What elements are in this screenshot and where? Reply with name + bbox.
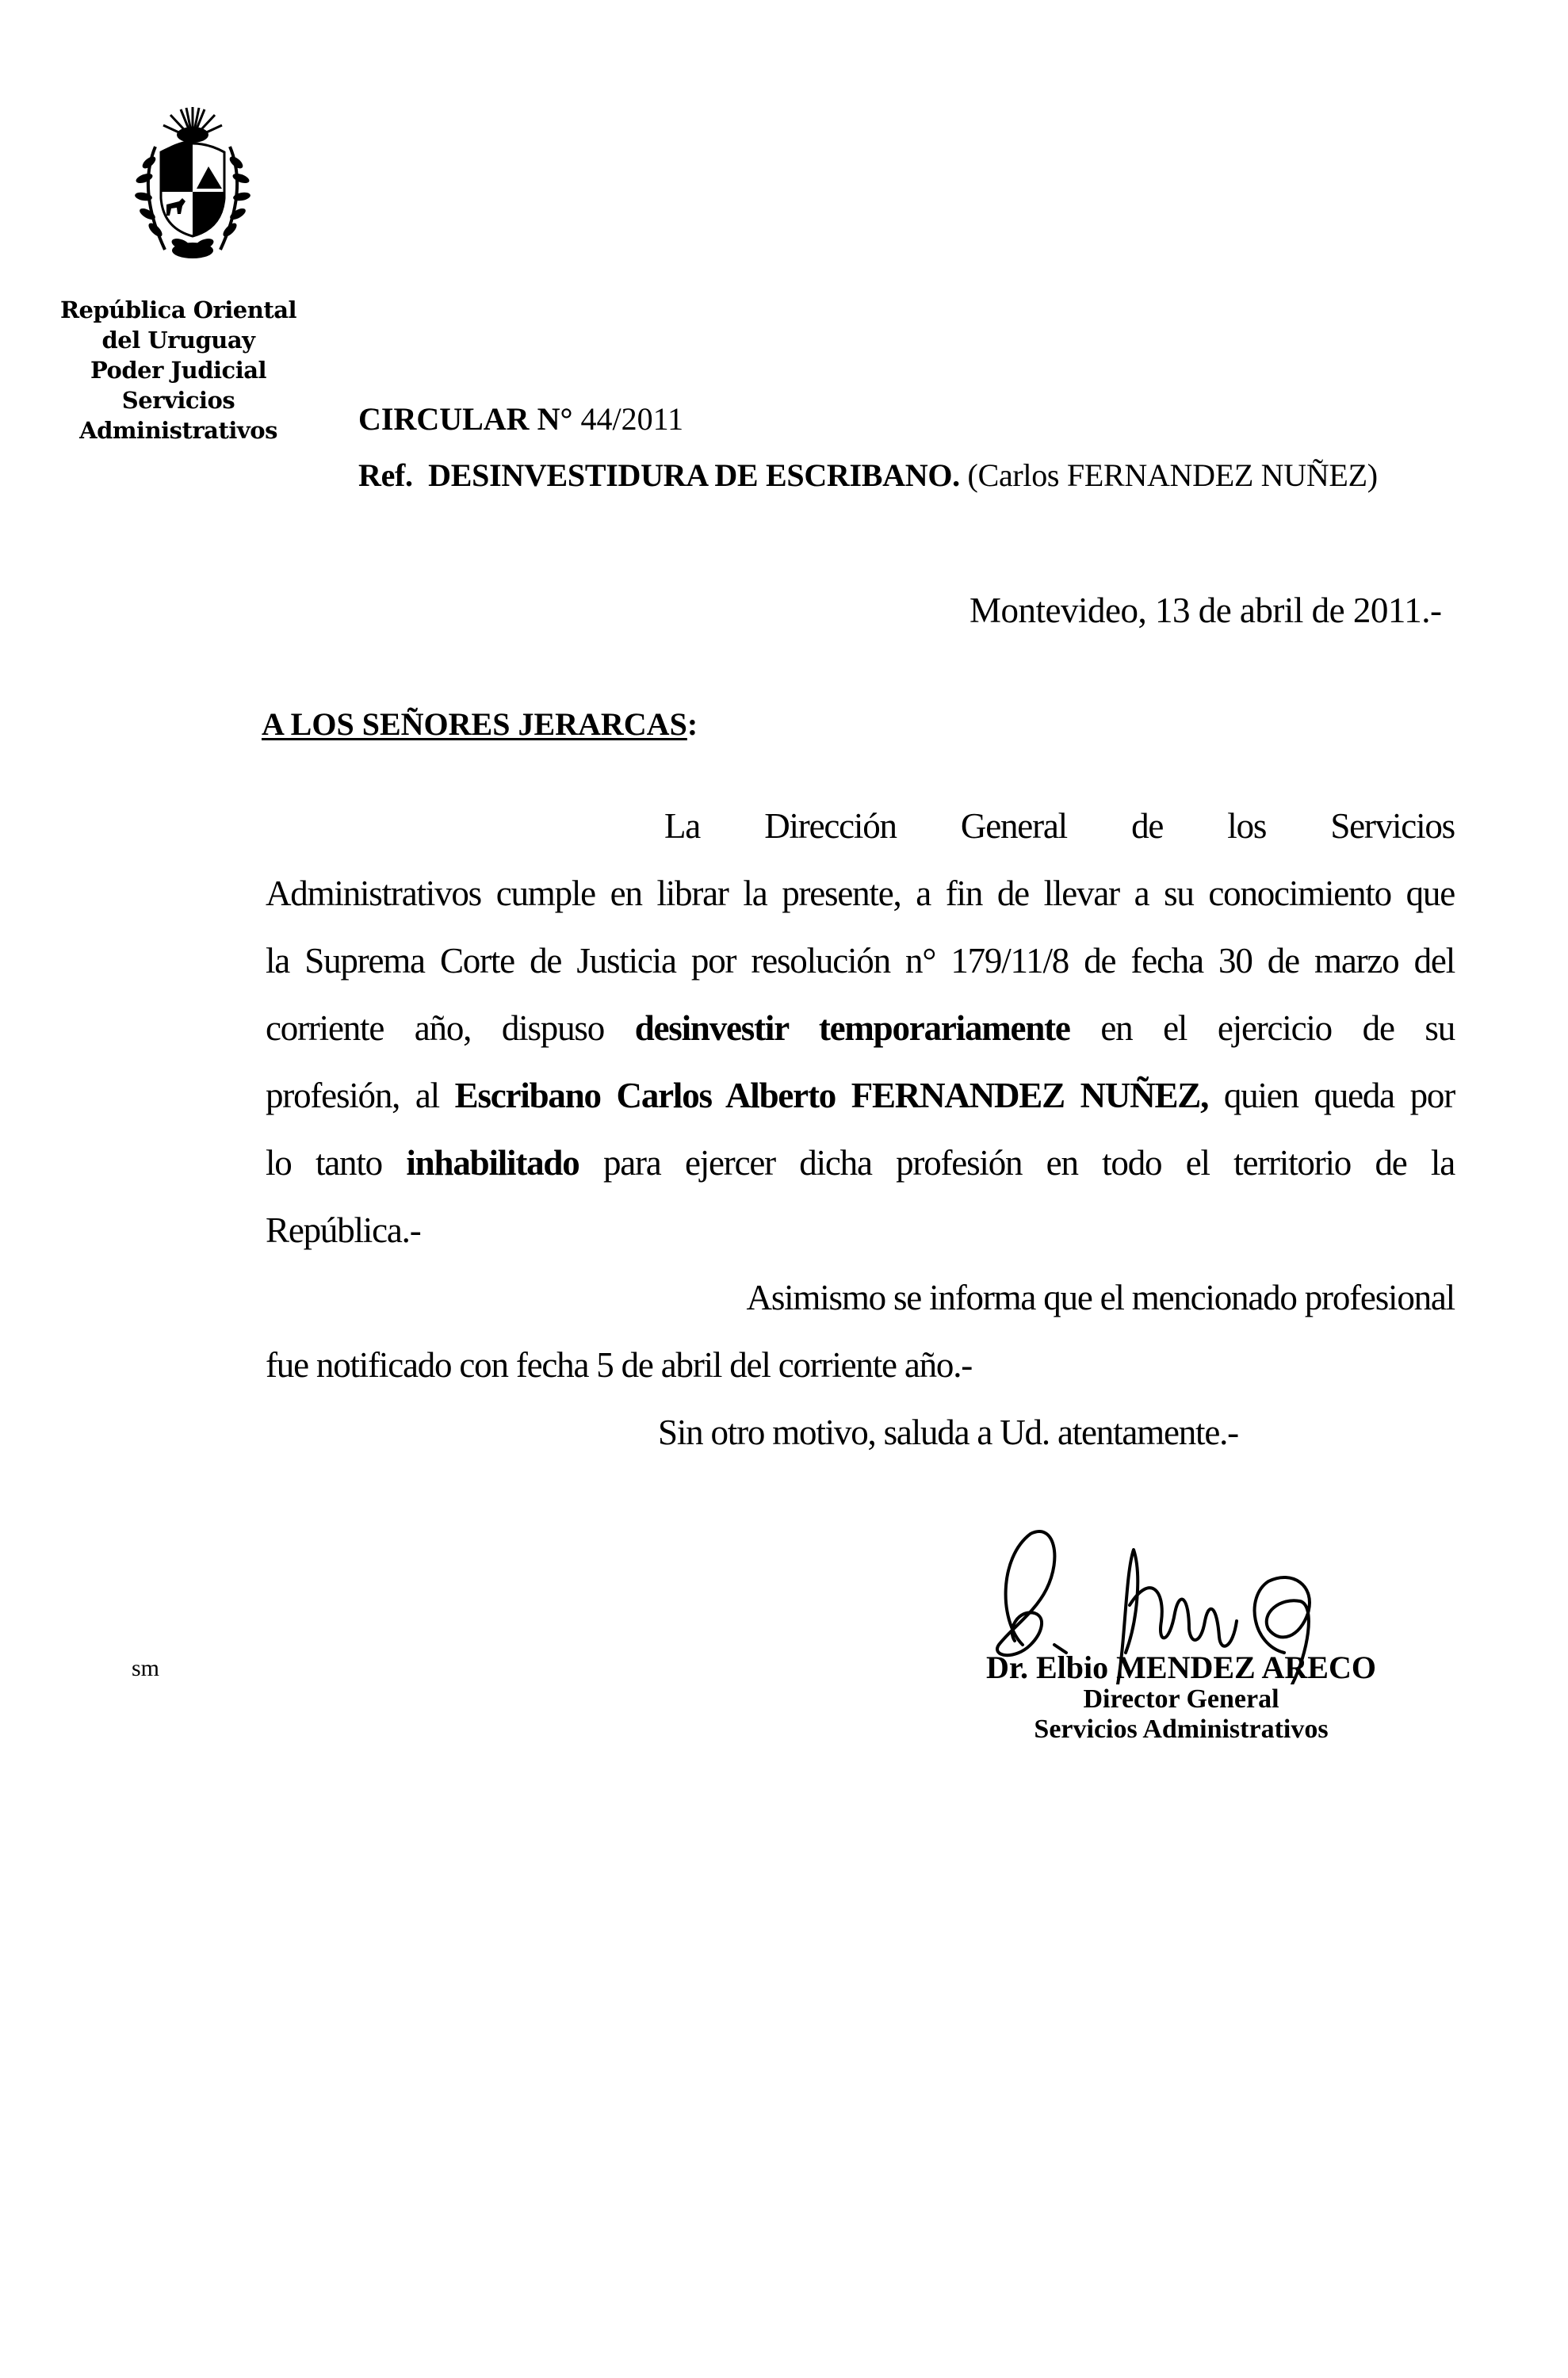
org-line-1: República Oriental	[59, 296, 297, 323]
emphasis-escribano-name: Escribano Carlos Alberto FERNANDEZ NUÑEZ,	[454, 1076, 1209, 1115]
greeting	[262, 705, 698, 743]
body-line-6-a: lo tanto	[266, 1143, 382, 1183]
body-line-5	[266, 1073, 1455, 1118]
coat-of-arms-icon	[133, 103, 252, 266]
emphasis-desinvestir: desinvestir temporariamente	[634, 1008, 1070, 1048]
ref-label: Ref.	[358, 457, 413, 493]
signer-office: Servicios Administrativos	[1034, 1715, 1329, 1744]
org-line-2: del Uruguay	[101, 327, 255, 354]
date-line: Montevideo, 13 de abril de 2011.-	[969, 591, 1442, 630]
body-line-5-a: profesión, al	[266, 1076, 439, 1115]
body-line-2: Administrativos cumple en librar la presente, a fin de llevar a su conocimiento que	[266, 874, 1455, 913]
body-p2-line-2: fue notificado con fecha 5 de abril del corriente año.-	[266, 1345, 973, 1385]
ref-person: (Carlos FERNANDEZ NUÑEZ)	[967, 457, 1378, 493]
body-line-1: La Dirección General de los Servicios	[664, 806, 1455, 846]
circular-number	[358, 400, 683, 438]
body-line-4	[266, 1006, 1455, 1050]
typist-initials: sm	[132, 1655, 160, 1681]
body-line-4-c: en el ejercicio de su	[1100, 1008, 1455, 1048]
circular-label: CIRCULAR N°	[358, 401, 573, 437]
ref-subject: DESINVESTIDURA DE ESCRIBANO.	[428, 457, 960, 493]
body-line-3: la Suprema Corte de Justicia por resolución n° 179/11/8 de fecha 30 de marzo del	[266, 941, 1455, 981]
signature-block	[975, 1651, 1387, 1745]
body-line-6-c: para ejercer dicha profesión en todo el territorio de la	[602, 1143, 1455, 1183]
reference-line	[358, 457, 1452, 494]
emphasis-inhabilitado: inhabilitado	[406, 1143, 579, 1183]
body-line-7: República.-	[266, 1210, 421, 1250]
organization-header	[48, 295, 309, 445]
org-line-3: Poder Judicial	[90, 357, 267, 384]
body-line-6	[266, 1141, 1455, 1185]
body-line-4-a: corriente año, dispuso	[266, 1008, 604, 1048]
closing-line: Sin otro motivo, saluda a Ud. atentamente.-	[658, 1413, 1238, 1452]
org-line-5: Administrativos	[79, 417, 277, 444]
greeting-text: A LOS SEÑORES JERARCAS	[262, 706, 687, 742]
body-p2-line-1: Asimismo se informa que el mencionado profesional	[746, 1278, 1455, 1317]
signer-name: Dr. Elbio MENDEZ ARECO	[986, 1650, 1376, 1685]
body-line-5-c: quien queda por	[1223, 1076, 1455, 1115]
circular-id: 44/2011	[580, 401, 684, 437]
greeting-colon: :	[686, 706, 698, 742]
org-line-4: Servicios	[121, 387, 235, 414]
signer-title: Director General	[1083, 1684, 1279, 1714]
